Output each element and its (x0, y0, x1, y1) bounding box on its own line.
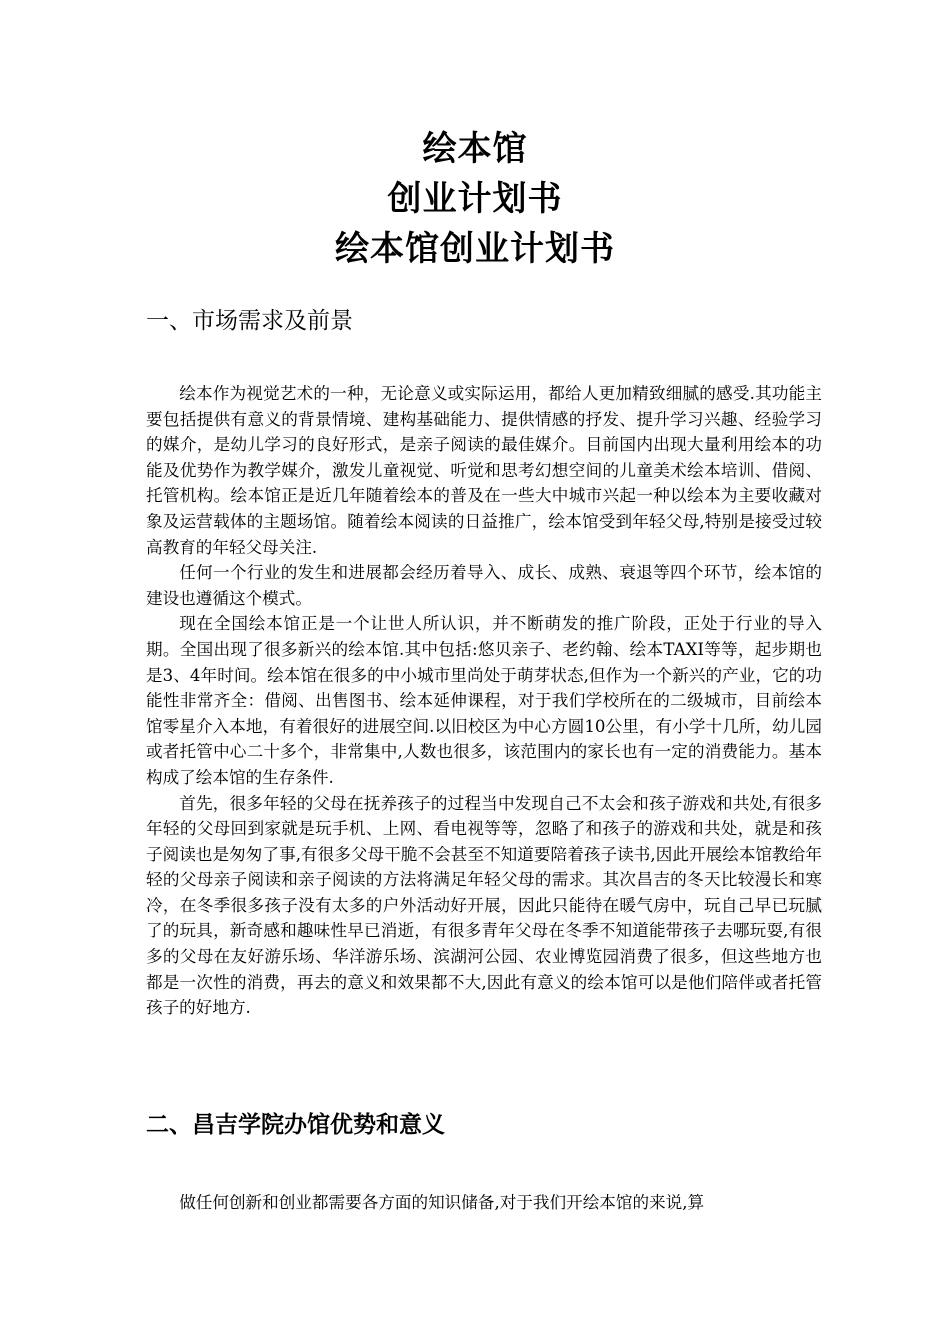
paragraph: 首先，很多年轻的父母在抚养孩子的过程当中发现自己不太会和孩子游戏和共处,有很多年轻的父母回到家就是玩手机、上网、看电视等等，忽略了和孩子的游戏和共处，就是和孩子阅读也是匆匆了事,有很多父母干脆不会甚至不知道要陪着孩子读书,因此开展绘本馆教给年轻的父母亲子阅读和亲子阅读的方法将满足年轻父母的需求。其次昌吉的冬天比较漫长和寒冷，在冬季很多孩子没有太多的户外活动好开展，因此只能待在暖气房中，玩自己早已玩腻了的玩具，新奇感和趣味性早已消逝，有很多青年父母在冬季不知道能带孩子去哪玩耍,有很多的父母在友好游乐场、华洋游乐场、滨湖河公园、农业博览园消费了很多，但这些地方也都是一次性的消费，再去的意义和效果都不大,因此有意义的绘本馆可以是他们陪伴或者托管孩子的好地方. (146, 793, 822, 1018)
title-line-1: 绘本馆 (422, 129, 528, 169)
paragraph: 任何一个行业的发生和进展都会经历着导入、成长、成熟、衰退等四个环节，绘本馆的建设也遵循这个模式。 (146, 563, 822, 608)
paragraph: 现在全国绘本馆正是一个让世人所认识，并不断萌发的推广阶段，正处于行业的导入期。全国出现了很多新兴的绘本馆.其中包括:悠贝亲子、老约翰、绘本TAXI等等，起步期也是3、4年时间。绘本馆在很多的中小城市里尚处于萌芽状态,但作为一个新兴的产业，它的功能性非常齐全：借阅、出售图书、绘本延伸课程，对于我们学校所在的二级城市，目前绘本馆零星介入本地，有着很好的进展空间.以旧校区为中心方圆10公里，有小学十几所，幼儿园或者托管中心二十多个，非常集中,人数也很多，该范围内的家长也有一定的消费能力。基本构成了绘本馆的生存条件. (146, 614, 822, 787)
section-body-advantages (146, 1190, 822, 1216)
section-body-market (146, 381, 822, 1021)
document-title (0, 124, 950, 274)
section-heading-market: 一、市场需求及前景 (146, 308, 353, 334)
title-line-2: 创业计划书 (387, 179, 563, 219)
section-heading-advantages: 二、昌吉学院办馆优势和意义 (146, 1112, 445, 1138)
title-line-3: 绘本馆创业计划书 (335, 229, 615, 269)
paragraph: 做任何创新和创业都需要各方面的知识储备,对于我们开绘本馆的来说,算 (179, 1193, 705, 1212)
paragraph: 绘本作为视觉艺术的一种，无论意义或实际运用，都给人更加精致细腻的感受.其功能主要包括提供有意义的背景情境、建构基础能力、提供情感的抒发、提升学习兴趣、经验学习的媒介，是幼儿学习的良好形式，是亲子阅读的最佳媒介。目前国内出现大量利用绘本的功能及优势作为教学媒介，激发儿童视觉、听觉和思考幻想空间的儿童美术绘本培训、借阅、托管机构。绘本馆正是近几年随着绘本的普及在一些大中城市兴起一种以绘本为主要收藏对象及运营载体的主题场馆。随着绘本阅读的日益推广，绘本馆受到年轻父母,特别是接受过较高教育的年轻父母关注. (146, 384, 822, 557)
